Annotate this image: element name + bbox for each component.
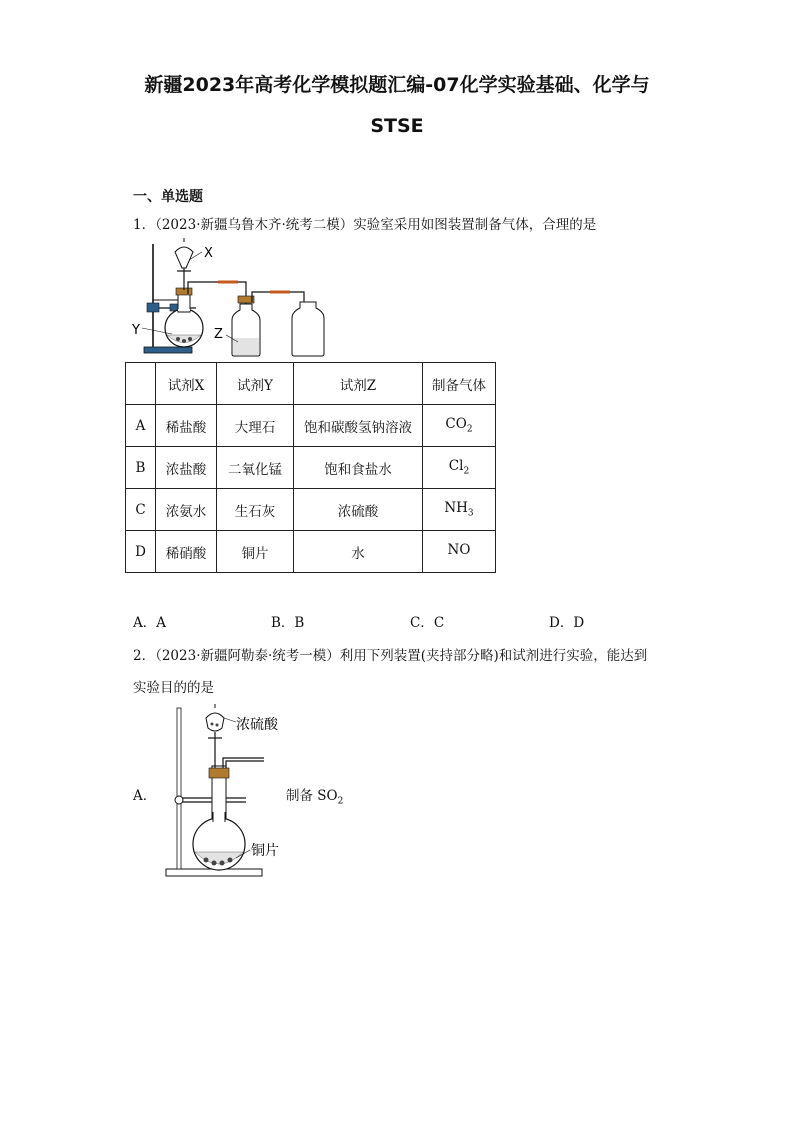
table-header-cell: 试剂Z <box>294 363 423 405</box>
table-header-row <box>126 363 496 405</box>
label-z: Z <box>214 327 223 342</box>
section-heading: 一、单选题 <box>133 189 203 205</box>
table-cell: 浓盐酸 <box>156 447 217 489</box>
table-cell: 稀硝酸 <box>156 531 217 573</box>
stand-rod <box>177 708 181 869</box>
q2-option-a-label[interactable]: A． <box>133 788 157 804</box>
table-header-cell: 试剂X <box>156 363 217 405</box>
table-cell: $NH_3$ <box>423 489 496 531</box>
table-row <box>126 447 496 489</box>
table-cell: 铜片 <box>217 531 294 573</box>
label-copper: 铜片 <box>251 843 279 859</box>
separatory-funnel <box>175 247 193 268</box>
table-header-cell: 试剂Y <box>217 363 294 405</box>
q1-option-b[interactable]: B．B <box>271 615 305 631</box>
question-2-stem-line2: 实验目的的是 <box>133 680 214 696</box>
doc-title-line1: 新疆2023年高考化学模拟题汇编-07化学实验基础、化学与 <box>144 74 650 96</box>
table-cell: $Cl_2$ <box>423 447 496 489</box>
table-cell: 浓氨水 <box>156 489 217 531</box>
q1-option-c[interactable]: C．C <box>410 615 445 631</box>
doc-title-line2: STSE <box>370 115 424 137</box>
table-cell: 饱和碳酸氢钠溶液 <box>294 405 423 447</box>
table-cell: 饱和食盐水 <box>294 447 423 489</box>
table-cell: 生石灰 <box>217 489 294 531</box>
question-2-stem-line1: 2．（2023·新疆阿勒泰·统考一模）利用下列装置(夹持部分略)和试剂进行实验，能达到 <box>133 648 648 664</box>
table-header-cell: 制备气体 <box>423 363 496 405</box>
table-cell: B <box>126 447 156 489</box>
separatory-funnel <box>206 713 224 731</box>
table-cell: A <box>126 405 156 447</box>
q2-apparatus-figure <box>160 704 300 880</box>
table-row <box>126 405 496 447</box>
label-y: Y <box>132 323 140 338</box>
q1-option-d[interactable]: D．D <box>549 615 585 631</box>
table-cell: NO <box>423 531 496 573</box>
table-row <box>126 489 496 531</box>
table-cell: 稀盐酸 <box>156 405 217 447</box>
q1-option-a[interactable]: A．A <box>133 615 166 631</box>
table-cell: 水 <box>294 531 423 573</box>
table-header-cell <box>126 363 156 405</box>
label-concentrated-sulfuric-acid: 浓硫酸 <box>236 717 278 733</box>
table-cell: $CO_2$ <box>423 405 496 447</box>
stand-base <box>144 347 192 353</box>
q2-option-a-caption: 制备 $SO_2$ <box>286 788 344 807</box>
table-cell: D <box>126 531 156 573</box>
table-cell: 二氧化锰 <box>217 447 294 489</box>
label-x: X <box>204 246 213 261</box>
table-row <box>126 531 496 573</box>
question-1-stem: 1．（2023·新疆乌鲁木齐·统考二模）实验室采用如图装置制备气体，合理的是 <box>133 217 597 233</box>
collecting-bottle <box>292 302 324 356</box>
q1-apparatus-figure <box>128 238 338 360</box>
table-cell: 浓硫酸 <box>294 489 423 531</box>
table-cell: C <box>126 489 156 531</box>
reagent-table <box>125 362 496 573</box>
table-cell: 大理石 <box>217 405 294 447</box>
